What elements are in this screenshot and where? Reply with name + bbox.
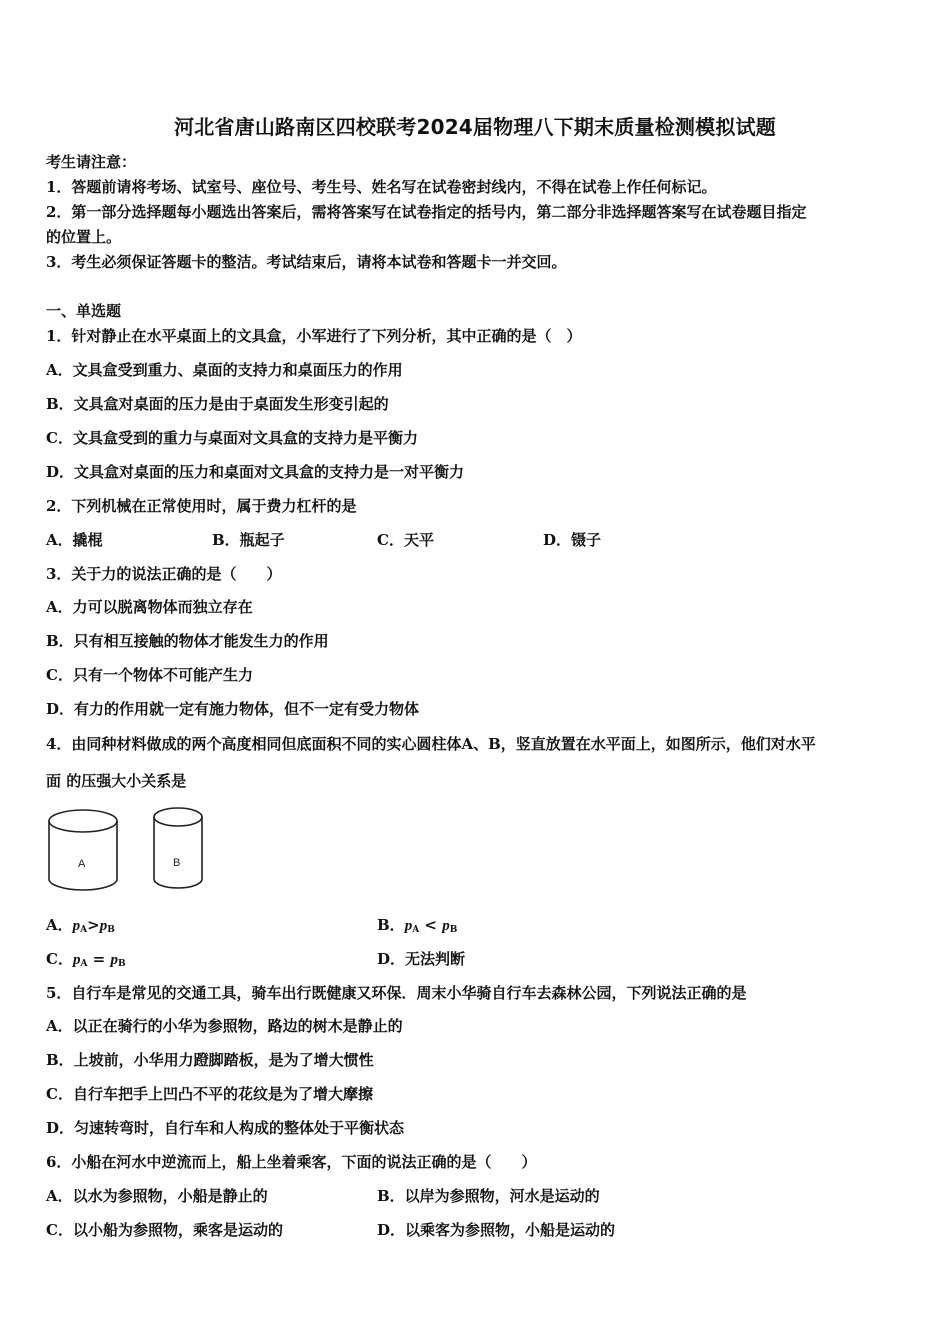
notice-item: 的位置上。 xyxy=(46,228,122,246)
answer-option: C．以小船为参照物，乘客是运动的 xyxy=(46,1221,283,1239)
answer-option: C．$p_A = p_B$ xyxy=(46,950,126,969)
answer-option: C．文具盒受到的重力与桌面对文具盒的支持力是平衡力 xyxy=(46,429,418,447)
cylinder-a-top xyxy=(49,810,117,832)
answer-option: B．$p_A < p_B$ xyxy=(377,916,458,935)
notice-heading: 考生请注意： xyxy=(46,153,137,171)
answer-option: B．文具盒对桌面的压力是由于桌面发生形变引起的 xyxy=(46,395,389,413)
notice-item: 1．答题前请将考场、试室号、座位号、考生号、姓名写在试卷密封线内，不得在试卷上作任何标记。 xyxy=(46,178,717,196)
answer-option: C．只有一个物体不可能产生力 xyxy=(46,666,253,684)
answer-option: B．只有相互接触的物体才能发生力的作用 xyxy=(46,632,329,650)
question-stem: 2．下列机械在正常使用时，属于费力杠杆的是 xyxy=(46,497,357,515)
cylinder-a-bottom xyxy=(49,879,117,890)
notice-item: 2．第一部分选择题每小题选出答案后，需将答案写在试卷指定的括号内，第二部分非选择题答案写在试卷题目指定 xyxy=(46,203,807,221)
section-heading: 一、单选题 xyxy=(46,302,122,320)
cylinder-b-bottom xyxy=(154,879,202,888)
question-stem: 6．小船在河水中逆流而上，船上坐着乘客，下面的说法正确的是（ ） xyxy=(46,1153,537,1171)
answer-option: B．上坡前，小华用力蹬脚踏板，是为了增大惯性 xyxy=(46,1051,374,1069)
question-stem: 4．由同种材料做成的两个高度相同但底面积不同的实心圆柱体A、B，竖直放置在水平面上，如图所示，他们对水平 xyxy=(46,735,816,753)
answer-option: C．天平 xyxy=(377,531,434,549)
answer-option: A．以正在骑行的小华为参照物，路边的树木是静止的 xyxy=(46,1017,403,1035)
notice-item: 3．考生必须保证答题卡的整洁。考试结束后，请将本试卷和答题卡一并交回。 xyxy=(46,253,567,271)
answer-option: D．匀速转弯时，自行车和人构成的整体处于平衡状态 xyxy=(46,1119,405,1137)
answer-option: C．自行车把手上凹凸不平的花纹是为了增大摩擦 xyxy=(46,1085,373,1103)
answer-option: B．瓶起子 xyxy=(212,531,285,549)
answer-option: D．无法判断 xyxy=(377,950,466,968)
answer-option: A．以水为参照物，小船是静止的 xyxy=(46,1187,268,1205)
answer-option: D．有力的作用就一定有施力物体，但不一定有受力物体 xyxy=(46,700,420,718)
answer-option: D．镊子 xyxy=(543,531,602,549)
cylinders-figure xyxy=(44,803,214,895)
cylinder-b-top xyxy=(154,808,202,826)
answer-option: D．以乘客为参照物，小船是运动的 xyxy=(377,1221,616,1239)
question-stem: 1．针对静止在水平桌面上的文具盒，小军进行了下列分析，其中正确的是（ ） xyxy=(46,327,582,345)
answer-option: A．$p_A>p_B$ xyxy=(46,916,115,935)
question-stem-continued: 面 的压强大小关系是 xyxy=(46,772,187,790)
answer-option: A．力可以脱离物体而独立存在 xyxy=(46,598,253,616)
answer-option: D．文具盒对桌面的压力和桌面对文具盒的支持力是一对平衡力 xyxy=(46,463,465,481)
answer-option: A．撬棍 xyxy=(46,531,103,549)
question-stem: 3．关于力的说法正确的是（ ） xyxy=(46,565,282,583)
question-stem: 5．自行车是常见的交通工具，骑车出行既健康又环保．周末小华骑自行车去森林公园，下列说法正确的是 xyxy=(46,984,747,1002)
answer-option: A．文具盒受到重力、桌面的支持力和桌面压力的作用 xyxy=(46,361,403,379)
cylinder-a-label: A xyxy=(78,858,86,870)
page-title: 河北省唐山路南区四校联考2024届物理八下期末质量检测模拟试题 xyxy=(174,115,776,139)
answer-option: B．以岸为参照物，河水是运动的 xyxy=(377,1187,600,1205)
cylinder-b-label: B xyxy=(173,857,181,869)
